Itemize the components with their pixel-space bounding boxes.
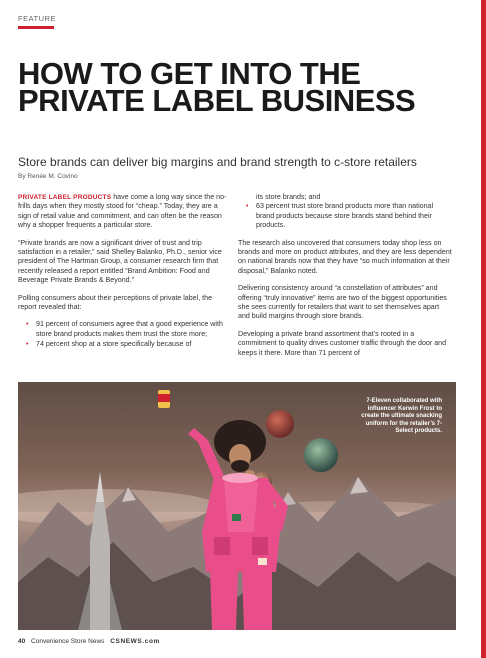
page-number: 40 [18,638,26,645]
lead-in: PRIVATE LABEL PRODUCTS [18,194,112,201]
list-item [28,320,228,339]
page-footer [18,638,160,645]
photo-caption: 7-Eleven collaborated with influencer Kerwin Frost to create the ultimate snacking uniform for the retailer’s 7-Select products. [361,398,442,434]
snack-can-icon [158,390,170,408]
kicker-rule [18,26,54,29]
publication-name: Convenience Store News [31,638,105,645]
paragraph: Polling consumers about their perceptions of private label, the report revealed that: [18,293,213,312]
publication-site: CSNEWS.com [110,638,160,645]
bullet-list [238,202,452,230]
paragraph: “Private brands are now a significant driver of trust and trip satisfaction in a retailer,” said Shelley Balanko, Ph.D., senior vice president of The Hartman Group, a consumer research firm that recently released a report entitled “Brand Ambition: Food and Beverage Private Brands & Beyond.” [18,238,222,285]
feature-photo [18,382,456,630]
list-item-text: 74 percent shop at a store specifically because of [36,340,192,349]
continued-list-text: its store brands; and [256,193,321,201]
byline: By Renée M. Covino [18,173,78,180]
paragraph: The research also uncovered that consumers today shop less on brands and more on product attributes, and they are less dependent on national brands now that they have “so much information at their disposal,” Balanko noted. [238,238,452,275]
list-item [28,340,228,349]
article-column-right [238,193,452,366]
list-item-text: 91 percent of consumers agree that a good experience with store brand products makes them trust the store more; [36,320,223,338]
paragraph: Delivering consistency around “a constellation of attributes” and offering “truly innovative” items are two of the biggest opportunities she sees currently for retailers that want to set themselves apart and build margins through store brands. [238,284,447,321]
page-edge-stripe [481,0,486,658]
article-column-left [18,193,228,351]
deck: Store brands can deliver big margins and brand strength to c-store retailers [18,155,417,169]
paragraph-text: have come a long way since the no-frills days when they mostly stood for “cheap.” Today, they are a sign of retail value and commitment, and can often be the reason why a shopper frequents a particular store. [18,193,227,230]
bullet-icon: • [246,203,249,211]
bullet-list [18,320,228,349]
headline: HOW TO GET INTO THE PRIVATE LABEL BUSINESS [18,56,416,118]
planet-red [266,410,294,438]
paragraph: Developing a private brand assortment that’s rooted in a commitment to quality drives customer traffic through the door and keeps it there. More than 71 percent of [238,329,447,357]
list-item [248,202,452,230]
bullet-icon: • [26,341,29,349]
bullet-icon: • [26,321,29,329]
paragraph [18,193,228,231]
list-item-text: 63 percent trust store brand products more than national brand products because store brands stand behind their products. [256,202,434,230]
section-kicker: FEATURE [18,14,56,23]
planet-green [304,438,338,472]
